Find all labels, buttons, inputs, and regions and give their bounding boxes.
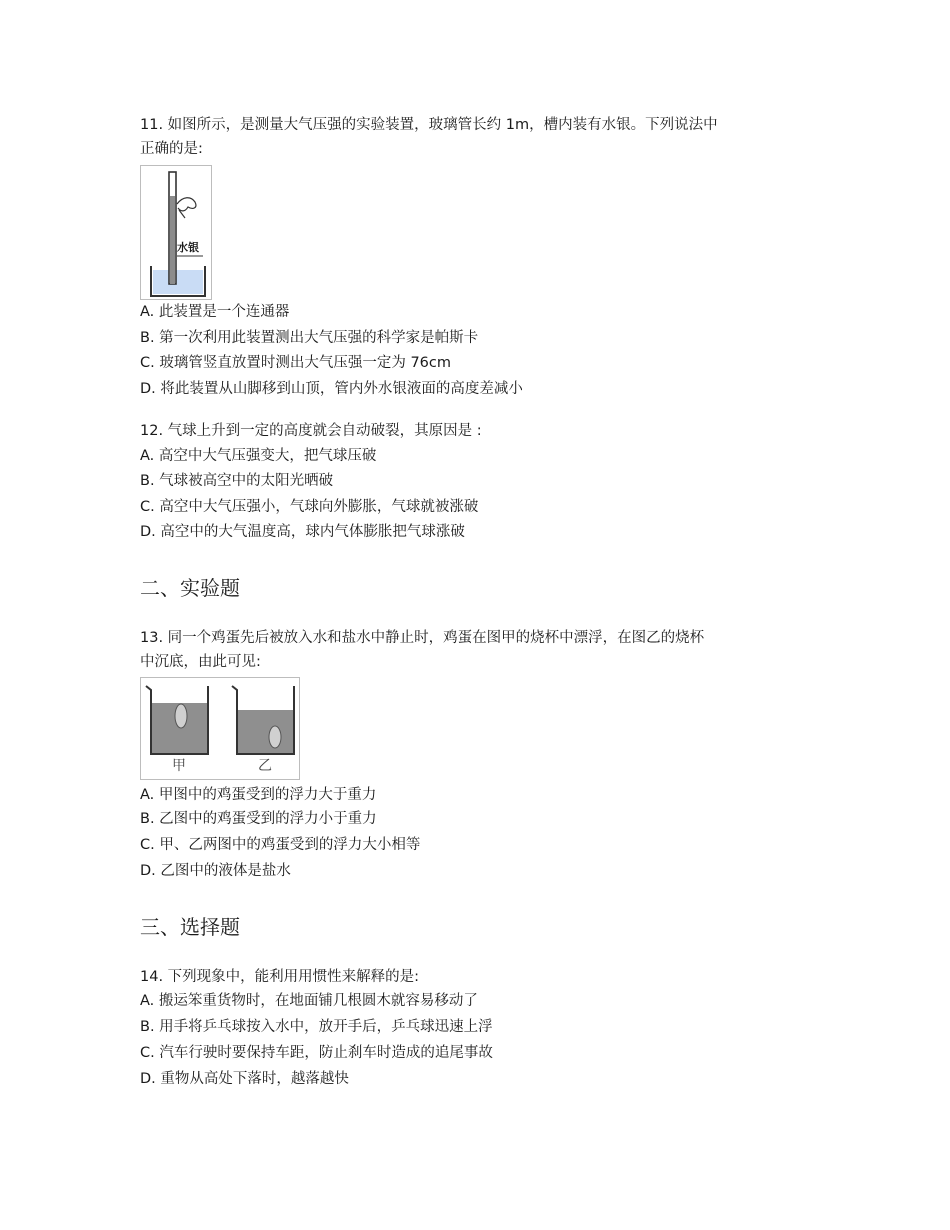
q11-option-c: C. 玻璃管竖直放置时测出大气压强一定为 76cm xyxy=(140,355,451,371)
q12-option-d: D. 高空中的大气温度高，球内气体膨胀把气球涨破 xyxy=(140,524,465,540)
barometer-illustration xyxy=(141,166,211,299)
q13-option-a: A. 甲图中的鸡蛋受到的浮力大于重力 xyxy=(140,787,377,803)
q13-option-b: B. 乙图中的鸡蛋受到的浮力小于重力 xyxy=(140,811,377,827)
section-heading-experiment: 二、实验题 xyxy=(140,576,240,600)
q11-option-d: D. 将此装置从山脚移到山顶，管内外水银液面的高度差减小 xyxy=(140,381,523,397)
mercury-column xyxy=(170,196,175,284)
hand-sketch xyxy=(177,198,196,211)
q14-option-b: B. 用手将乒乓球按入水中，放开手后，乒乓球迅速上浮 xyxy=(140,1019,493,1035)
beaker-yi-label: 乙 xyxy=(258,758,272,774)
q12-stem: 12. 气球上升到一定的高度就会自动破裂，其原因是 : xyxy=(140,423,482,439)
q11-option-a: A. 此装置是一个连通器 xyxy=(140,304,290,320)
q12-option-a: A. 高空中大气压强变大，把气球压破 xyxy=(140,448,377,464)
q14-option-a: A. 搬运笨重货物时，在地面铺几根圆木就容易移动了 xyxy=(140,993,478,1009)
q11-option-b: B. 第一次利用此装置测出大气压强的科学家是帕斯卡 xyxy=(140,330,479,346)
q13-beakers-figure xyxy=(140,677,300,780)
egg-floating xyxy=(175,704,187,728)
q13-option-c: C. 甲、乙两图中的鸡蛋受到的浮力大小相等 xyxy=(140,837,421,853)
q14-stem: 14. 下列现象中，能利用用惯性来解释的是: xyxy=(140,969,420,985)
q12-option-c: C. 高空中大气压强小，气球向外膨胀，气球就被涨破 xyxy=(140,499,479,515)
q13-stem-line2: 中沉底，由此可见: xyxy=(140,654,261,670)
q11-stem-line1: 11. 如图所示，是测量大气压强的实验装置，玻璃管长约 1m，槽内装有水银。下列说法中 xyxy=(140,117,718,133)
q14-option-d: D. 重物从高处下落时，越落越快 xyxy=(140,1071,349,1087)
beakers-illustration xyxy=(141,678,299,779)
q13-option-d: D. 乙图中的液体是盐水 xyxy=(140,863,291,879)
q13-stem-line1: 13. 同一个鸡蛋先后被放入水和盐水中静止时，鸡蛋在图甲的烧杯中漂浮，在图乙的烧杯 xyxy=(140,630,705,646)
q11-stem-line2: 正确的是: xyxy=(140,141,203,157)
mercury-trough-liquid xyxy=(153,270,203,294)
q12-option-b: B. 气球被高空中的太阳光晒破 xyxy=(140,473,334,489)
egg-sunk xyxy=(269,726,281,748)
q14-option-c: C. 汽车行驶时要保持车距，防止刹车时造成的追尾事故 xyxy=(140,1045,493,1061)
q11-barometer-figure xyxy=(140,165,212,300)
section-heading-choice: 三、选择题 xyxy=(140,915,240,939)
beaker-yi-liquid xyxy=(238,710,293,753)
mercury-label: 水银 xyxy=(177,241,199,254)
beaker-jia-label: 甲 xyxy=(172,758,186,774)
